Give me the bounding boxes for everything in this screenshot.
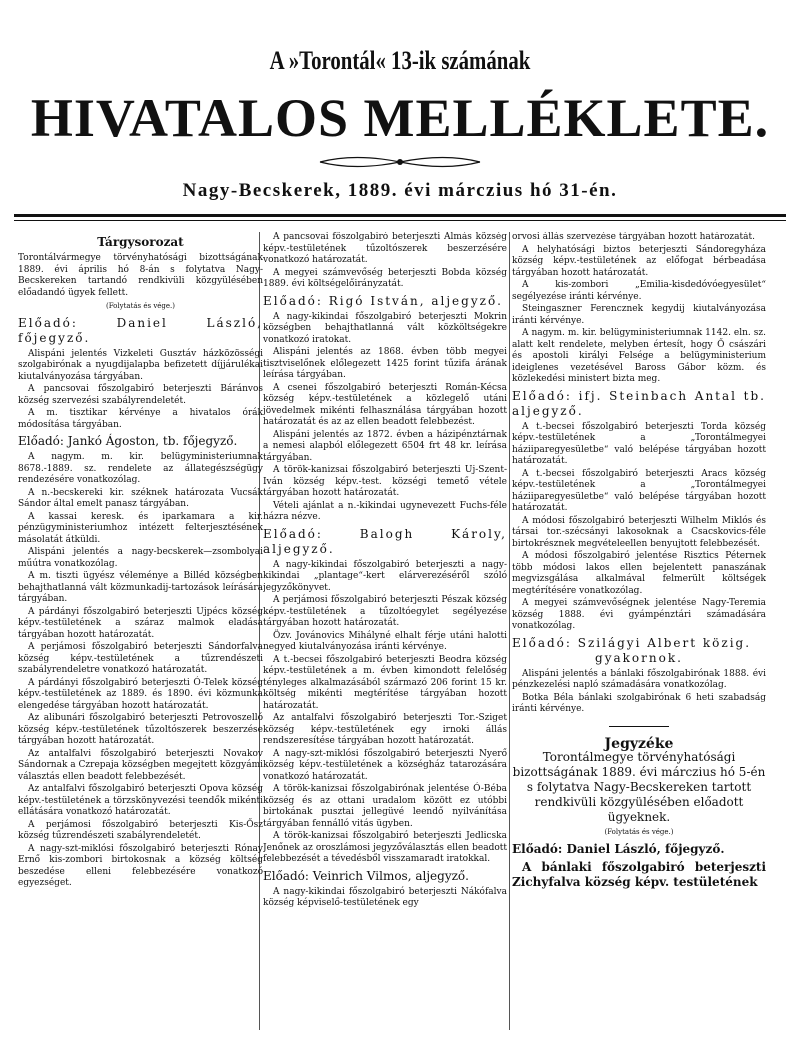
agenda-item: A török-kanizsai főszolgabirónak jelentése Ó-Béba község és az ottani uradalom között ez utóbbi birtokának pusztai jellegüvé leendő nyilvánítása tárgyában fennálló vitás ügyben. bbox=[263, 784, 507, 829]
agenda-item: A módosi főszolgabiró jelentése Risztics Péternek több módosi lakos ellen bejelentett panaszának megvizsgálása alkalmával felmerült költségek megtérítésére vonatkozólag. bbox=[512, 551, 766, 596]
presenter-heading: Előadó: Balogh Károly, aljegyző. bbox=[263, 526, 507, 556]
header-rule bbox=[14, 214, 786, 217]
agenda-item: Botka Béla bánlaki szolgabirónak 6 heti szabadság iránti kérvénye. bbox=[512, 692, 766, 714]
agenda-item: Steingaszner Ferencznek kegydij kiutalványozása iránti kérvénye. bbox=[512, 304, 766, 326]
agenda-item: A nagy-kikindai főszolgabiró beterjeszti Mokrin községben behajthatlanná vált közköltségekre vonatkozó iratokat. bbox=[263, 311, 507, 345]
agenda-item: Alispáni jelentés az 1872. évben a házipénztárnak a nemesi alapból előlegezett 6504 frt 48 kr. leírása tárgyában. bbox=[263, 429, 507, 463]
agenda-item: Alispáni jelentés Vizkeleti Gusztáv házközösségi szolgabirónak a nyugdijalapba befizetett díjjárulékai kiutalványozása tárgyában. bbox=[18, 348, 263, 382]
agenda-item: A nagy-szt-miklósi főszolgabiró beterjeszti Nyerő község képv.-testületének a községház tatarozására vonatkozó határozatát. bbox=[263, 748, 507, 782]
agenda-item: A t.-becsei főszolgabiró beterjeszti Aracs község képv.-testületének a „Torontálmegyei háziiparegyesületbe“ való belépése tárgyában hozott határozatát. bbox=[512, 468, 766, 513]
list-intro: Torontálmegye törvényhatósági bizottságának 1889. évi márczius hó 5-én s folytatva Nagy-Becskereken tartott rendkivüli közgyülésében előadott ügyeknek. bbox=[512, 750, 766, 824]
agenda-item: A módosi főszolgabiró beterjeszti Wilhelm Miklós és társai tor.-szécsányi lakosoknak a Csacskovics-féle birtokrésznek megvételeellen benyujtott felebbezését. bbox=[512, 515, 766, 549]
presenter-heading: Előadó: Veinrich Vilmos, aljegyző. bbox=[263, 868, 469, 883]
agenda-item: A nagy-kikindai főszolgabiró beterjeszti a nagy-kikindai „plantage“-kert elárverezéséről szóló jegyzőkönyvet. bbox=[263, 559, 507, 593]
section-heading: Tárgysorozat bbox=[97, 235, 184, 249]
page-title: HIVATALOS MELLÉKLETE. bbox=[30, 88, 770, 148]
presenter-heading: Előadó: ifj. Steinbach Antal tb. aljegyző. bbox=[512, 388, 766, 418]
continuation-note: (Folytatás és vége.) bbox=[604, 828, 674, 836]
column-divider bbox=[509, 232, 510, 1030]
ornament-divider bbox=[310, 153, 490, 171]
agenda-item: Vételi ajánlat a n.-kikindai ugynevezett Fuchs-féle házra nézve. bbox=[263, 500, 507, 522]
agenda-item: Alispáni jelentés a nagy-becskerek—zsombolyai műútra vonatkozólag. bbox=[18, 547, 263, 569]
agenda-item: A helyhatósági biztos beterjeszti Sándoregyháza község képv.-testületének az előfogat bérbeadása tárgyában hozott határozatát. bbox=[512, 244, 766, 278]
agenda-item: A m. tisztikar kérvénye a hivatalos órák módosítása tárgyában. bbox=[18, 408, 263, 430]
dateline: Nagy-Becskerek, 1889. évi márczius hó 31-én. bbox=[182, 180, 618, 201]
agenda-item: A török-kanizsai főszolgabiró beterjeszti Uj-Szent-Iván község képv.-test. községi temető vétele tárgyában hozott határozatát. bbox=[263, 465, 507, 498]
agenda-item: A m. tiszti ügyész véleménye a Billéd községben behajthatlanná vált közmunkadij-tartozások leírására tárgyában. bbox=[18, 571, 263, 604]
agenda-item: A perjámosi főszolgabiró beterjeszti Sándorfalva község képv.-testületének a tűzrendészeti szabályrendeletre vonatkozó határozatát. bbox=[18, 642, 263, 675]
agenda-item: orvosi állás szervezése tárgyában hozott határozatát. bbox=[512, 232, 756, 242]
header-rule-thin bbox=[14, 220, 786, 221]
agenda-item: A pancsovai főszolgabiró beterjeszti Almás község képv.-testületének tűzoltószerek beszerzésére vonatkozó határozatát. bbox=[263, 232, 507, 265]
agenda-item: A kassai keresk. és iparkamara a kir. pénzügyministeriumhoz intézett felterjesztésének másolatát átküldi. bbox=[18, 511, 263, 545]
presenter-heading: Előadó: Szilágyi Albert közig. bbox=[512, 635, 752, 650]
presenter-heading: Előadó: Jankó Ágoston, tb. főjegyző. bbox=[18, 434, 238, 448]
agenda-item: A pancsovai főszolgabiró beterjeszti Báránvos község szervezési szabályrendeletét. bbox=[18, 384, 263, 406]
agenda-item: A megyei számvevőségnek jelentése Nagy-Teremia község 1888. évi gyámpénztári számadására vonatkozólag. bbox=[512, 598, 766, 631]
agenda-item: A perjámosi főszolgabiró beterjeszti Kis-Ősz község tűzrendészeti szabályrendeletét. bbox=[18, 819, 263, 841]
agenda-item: Alispáni jelentés a bánlaki főszolgabirónak 1888. évi pénzkezelési napló számadására vonatkozólag. bbox=[512, 668, 766, 690]
supertitle: A »Torontál« 13-ik számának bbox=[269, 46, 531, 75]
presenter-heading: Előadó: Daniel László, főjegyző. bbox=[512, 841, 725, 856]
presenter-heading-cont: gyakornok. bbox=[595, 650, 683, 665]
agenda-item: Az alibunári főszolgabiró beterjeszti Petrovoszelló község képv.-testületének tűzoltószerek beszerzése tárgyában hozott határozatát. bbox=[18, 713, 263, 746]
continuation-note: (Folytatás és vége.) bbox=[105, 302, 176, 310]
agenda-item: A párdányi főszolgabiró beterjeszti Ujpécs község képv.-testületének a száraz malmok eladása tárgyában hozott határozatát. bbox=[18, 606, 263, 640]
agenda-item: A nagy-kikindai főszolgabiró beterjeszti Nákófalva község képviselő-testületének egy bbox=[263, 886, 507, 908]
agenda-item: Az antalfalvi főszolgabiró beterjeszti Novakov Sándornak a Czrepaja községben megejtett közgyámi választás ellen beadott felebbezését. bbox=[18, 748, 263, 782]
agenda-item: A t.-becsei főszolgabiró beterjeszti Beodra község képv.-testületének a m. évben kimondott felelőség tényleges alkalmazásából származó 206 forint 15 kr. költség mikénti megtérítése tárgyában hozott határozatát. bbox=[263, 654, 507, 711]
column-2 bbox=[263, 232, 507, 1042]
agenda-item: Alispáni jelentés az 1868. évben több megyei tisztviselőnek előlegezett 1425 forint tűzifa árának leírása tárgyában. bbox=[263, 347, 507, 380]
section-divider bbox=[609, 726, 669, 727]
presenter-heading: Előadó: Rigó István, aljegyző. bbox=[263, 293, 503, 308]
agenda-item: Az antalfalvi főszolgabiró beterjeszti Tor.-Sziget község képv.-testületének egy irnoki állás rendszeresítése tárgyában hozott határozatát. bbox=[263, 713, 507, 746]
column-1 bbox=[18, 232, 263, 1042]
agenda-item: A bánlaki főszolgabiró beterjeszti Zichyfalva község képv. testületének bbox=[512, 859, 766, 889]
presenter-heading: Előadó: Daniel László, főjegyző. bbox=[18, 315, 263, 345]
agenda-item: A párdányi főszolgabiró beterjeszti Ó-Telek község képv.-testületének az 1889. és 1890. évi közmunka elengedése tárgyában hozott határozatát. bbox=[18, 677, 263, 711]
agenda-item: A perjámosi főszolgabiró beterjeszti Pészak község képv.-testületének a tűzoltóegylet segélyezése tárgyában hozott határozatát. bbox=[263, 595, 507, 628]
agenda-item: Özv. Jovánovics Mihályné elhalt férje utáni halotti negyed kiutalványozása iránti kérvénye. bbox=[263, 630, 507, 652]
agenda-item: A nagy-szt-miklósi főszolgabiró beterjeszti Rónay Ernő kis-zombori birtokosnak a község költség beszedése elleni felebbezésére vonatkozó egyezséget. bbox=[18, 843, 263, 888]
column-3 bbox=[512, 232, 766, 1042]
list-heading: Jegyzéke bbox=[604, 735, 674, 752]
agenda-item: A megyei számvevőség beterjeszti Bobda község 1889. évi költségelőirányzatát. bbox=[263, 267, 507, 289]
agenda-item: A kis-zombori „Emilia-kisdedóvóegyesület“ segélyezése iránti kérvénye. bbox=[512, 280, 766, 302]
agenda-item: A n.-becskereki kir. széknek határozata Vucsák Sándor által emelt panasz tárgyában. bbox=[18, 487, 263, 509]
intro-text: Torontálvármegye törvényhatósági bizottságának 1889. évi április hó 8-án s folytatva Nagy-Becskereken tartandó rendkivüli közgyülésében előadandó ügyek fellett. bbox=[18, 253, 263, 298]
agenda-item: A nagym. m. kir. belügyministeriumnak 1142. eln. sz. alatt kelt rendelete, melyben értesít, hogy Ő császári és apostoli királyi Felsége a belügyministerium ideiglenes vezetésével Baross Gábor közm. és közlekedési ministert bizta meg. bbox=[512, 328, 766, 384]
agenda-item: A csenei főszolgabiró beterjeszti Román-Kécsa község képv.-testületének a közlegelő utáni jövedelmek mikénti felhasználása tárgyában hozott határozatát és az az ellen beadott felebbezést. bbox=[263, 382, 507, 427]
agenda-item: Az antalfalvi főszolgabiró beterjeszti Opova község képv.-testületének a törzskönyvezési teendők mikénti ellátására vonatkozó határozatát. bbox=[18, 784, 263, 817]
agenda-item: A nagym. m. kir. belügyministeriumnak 8678.-1889. sz. rendelete az állategészségügy rendezésére vonatkozólag. bbox=[18, 452, 263, 485]
agenda-item: A török-kanizsai főszolgabiró beterjeszti Jedlicska Jenőnek az oroszlámosi jegyzőválasztás ellen beadott felebbezését a tévedésből visszamaradt iratokkal. bbox=[263, 831, 507, 864]
agenda-item: A t.-becsei főszolgabiró beterjeszti Torda község képv.-testületének a „Torontálmegyei háziiparegyesületbe“ való belépése tárgyában hozott határozatát. bbox=[512, 421, 766, 466]
